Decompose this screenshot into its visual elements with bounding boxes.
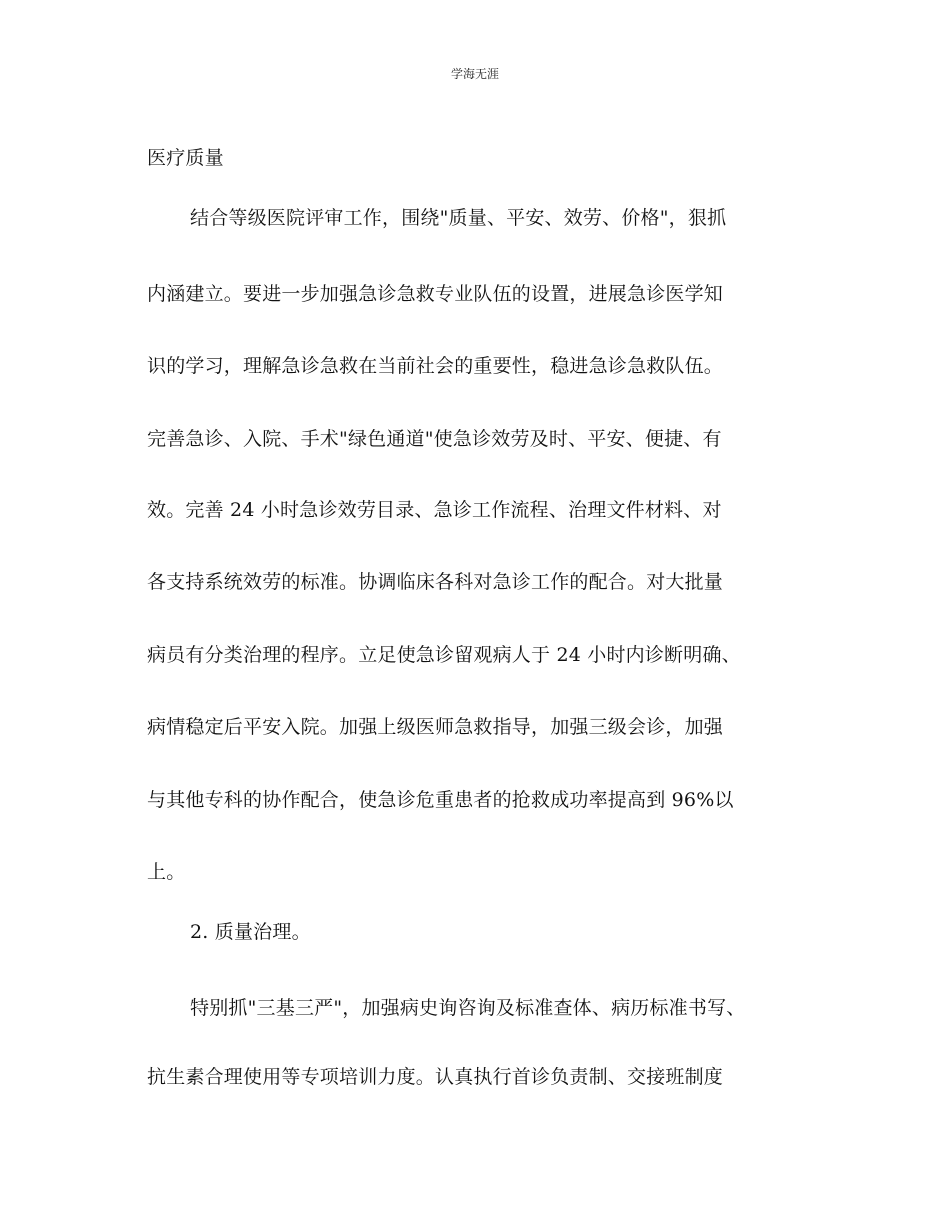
paragraph-line: 结合等级医院评审工作，围绕"质量、平安、效劳、价格"，狠抓 (190, 207, 727, 229)
paragraph-line: 内涵建立。要进一步加强急诊急救专业队伍的设置，进展急诊医学知 (147, 283, 724, 305)
paragraph-line: 病情稳定后平安入院。加强上级医师急救指导，加强三级会诊，加强 (147, 716, 724, 738)
paragraph-line: 与其他专科的协作配合，使急诊危重患者的抢救成功率提高到 96%以 (147, 789, 734, 811)
section-heading-quality-management: 2. 质量治理。 (190, 921, 311, 943)
paragraph-line: 各支持系统效劳的标准。协调临床各科对急诊工作的配合。对大批量 (147, 571, 724, 593)
page-header: 学海无涯 (450, 67, 499, 81)
paragraph-line: 效。完善 24 小时急诊效劳目录、急诊工作流程、治理文件材料、对 (147, 499, 722, 521)
section-heading-medical-quality: 医疗质量 (147, 147, 224, 169)
paragraph-line: 识的学习，理解急诊急救在当前社会的重要性，稳进急诊急救队伍。 (147, 355, 724, 377)
paragraph-line: 病员有分类治理的程序。立足使急诊留观病人于 24 小时内诊断明确、 (147, 644, 741, 666)
paragraph-line: 特别抓"三基三严"，加强病史询咨询及标准查体、病历标准书写、 (190, 997, 746, 1019)
paragraph-line: 完善急诊、入院、手术"绿色通道"使急诊效劳及时、平安、便捷、有 (147, 428, 722, 450)
paragraph-line: 抗生素合理使用等专项培训力度。认真执行首诊负责制、交接班制度 (147, 1066, 724, 1088)
paragraph-line: 上。 (147, 861, 186, 883)
